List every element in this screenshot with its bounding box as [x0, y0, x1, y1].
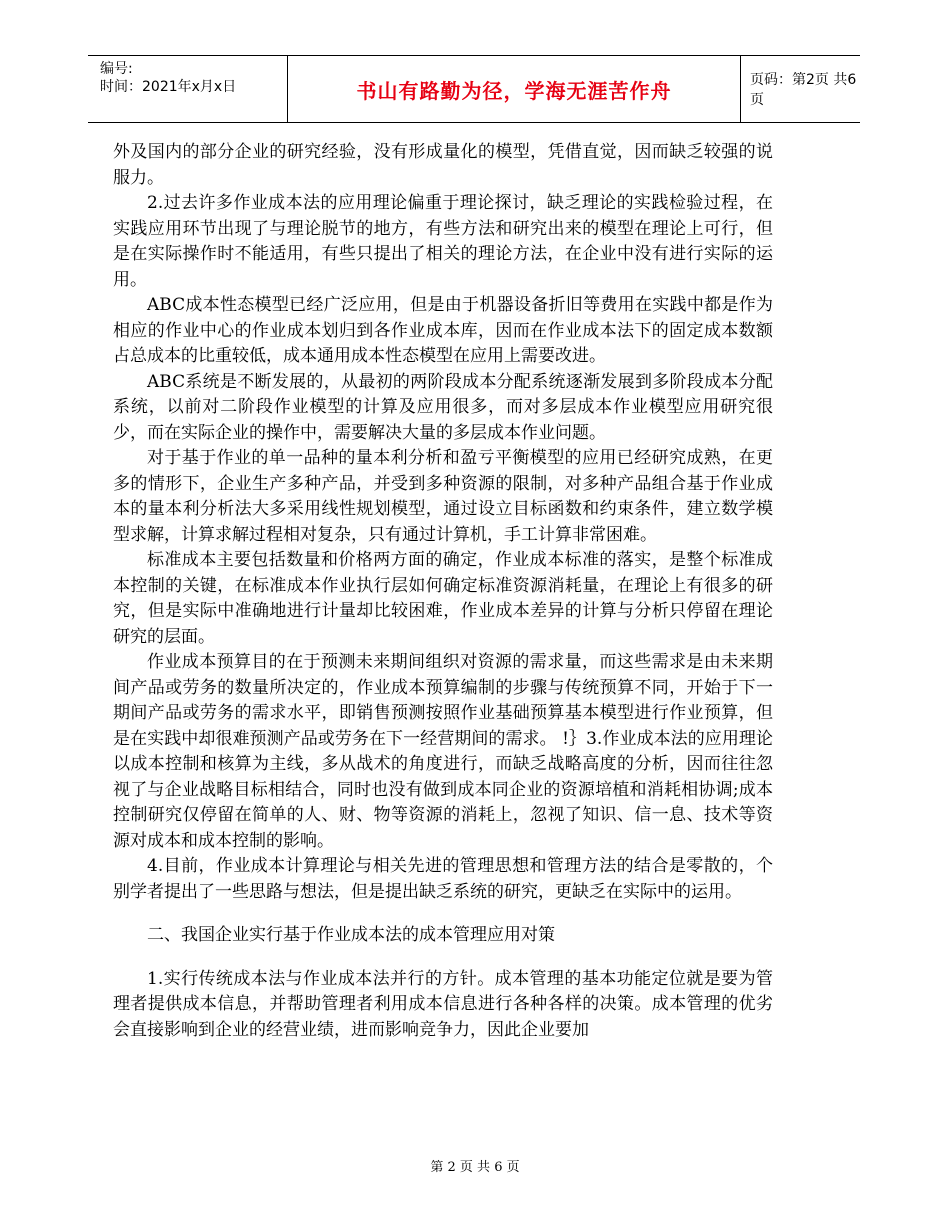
paragraph: 标准成本主要包括数量和价格两方面的确定，作业成本标准的落实，是整个标准成本控制的关键，在标准成本作业执行层如何确定标准资源消耗量，在理论上有很多的研究，但是实际中准确地进行计量却比较困难，作业成本差异的计算与分析只停留在理论研究的层面。 — [113, 550, 773, 647]
header-motto: 书山有路勤为径，学海无涯苦作舟 — [287, 56, 741, 122]
paragraph: 作业成本预算目的在于预测未来期间组织对资源的需求量，而这些需求是由未来期间产品或劳务的数量所决定的，作业成本预算编制的步骤与传统预算不同，开始于下一期间产品或劳务的需求水平，即销售预测按照作业基础预算基本模型进行作业预算，但是在实践中却很难预测产品或劳务在下一经营期间的需求。 !｝3.作业成本法的应用理论以成本控制和核算为主线，多从战术的角度进行，而缺乏战略高度的分析，因而往往忽视了与企业战略目标相结合，同时也没有做到成本同企业的资源培植和消耗相协调;成本控制研究仅停留在简单的人、财、物等资源的消耗上，忽视了知识、信一息、技术等资源对成本和成本控制的影响。 — [113, 652, 773, 851]
header-meta — [100, 60, 280, 96]
number-label: 编号: — [100, 61, 133, 77]
page-footer: 第 2 页 共 6 页 — [430, 1160, 520, 1175]
header-page-info: 页码：第2页 共6页 — [750, 72, 857, 108]
time-label: 时间：2021年x月x日 — [100, 79, 237, 95]
page-header — [88, 55, 860, 123]
paragraph: 2.过去许多作业成本法的应用理论偏重于理论探讨，缺乏理论的实践检验过程，在实践应用环节出现了与理论脱节的地方，有些方法和研究出来的模型在理论上可行，但是在实际操作时不能适用，有些只提出了相关的理论方法，在企业中没有进行实际的运用。 — [113, 193, 773, 290]
paragraph: 对于基于作业的单一品种的量本利分析和盈亏平衡模型的应用已经研究成熟，在更多的情形下，企业生产多种产品，并受到多种资源的限制，对多种产品组合基于作业成本的量本利分析法大多采用线性规划模型，通过设立目标函数和约束条件，建立数学模型求解，计算求解过程相对复杂，只有通过计算机，手工计算非常困难。 — [113, 448, 773, 545]
paragraph: 4.目前，作业成本计算理论与相关先进的管理思想和管理方法的结合是零散的，个别学者提出了一些思路与想法，但是提出缺乏系统的研究，更缺乏在实际中的运用。 — [113, 856, 773, 902]
paragraph: ABC成本性态模型已经广泛应用，但是由于机器设备折旧等费用在实践中都是作为相应的作业中心的作业成本划归到各作业成本库，因而在作业成本法下的固定成本数额占总成本的比重较低，成本通用成本性态模型在应用上需要改进。 — [113, 295, 773, 366]
section-heading: 二、我国企业实行基于作业成本法的成本管理应用对策 — [147, 925, 555, 945]
paragraph: 外及国内的部分企业的研究经验，没有形成量化的模型，凭借直觉，因而缺乏较强的说服力。 — [113, 142, 773, 188]
document-body — [113, 140, 773, 1043]
paragraph: ABC系统是不断发展的，从最初的两阶段成本分配系统逐渐发展到多阶段成本分配系统，以前对二阶段作业模型的计算及应用很多，而对多层成本作业模型应用研究很少，而在实际企业的操作中，需要解决大量的多层成本作业问题。 — [113, 371, 773, 443]
paragraph: 1.实行传统成本法与作业成本法并行的方针。成本管理的基本功能定位就是要为管理者提供成本信息，并帮助管理者利用成本信息进行各种各样的决策。成本管理的优劣会直接影响到企业的经营业绩，进而影响竞争力，因此企业要加 — [113, 968, 773, 1040]
